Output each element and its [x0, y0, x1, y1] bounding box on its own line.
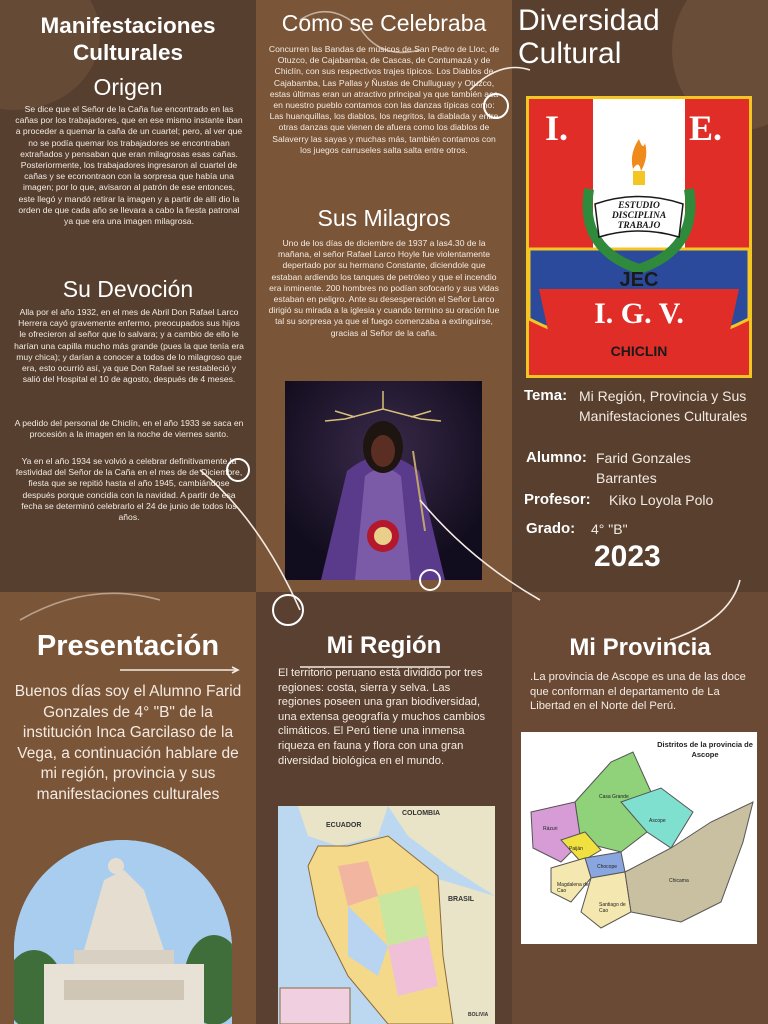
- grado-value: 4° "B": [591, 521, 628, 537]
- district-casa-grande: Casa Grande: [599, 794, 629, 800]
- tema-value: Mi Región, Provincia y Sus Manifestaciones Culturales: [579, 388, 748, 424]
- emblem-motto: ESTUDIO DISCIPLINA TRABAJO: [611, 201, 667, 231]
- school-emblem: [526, 96, 752, 378]
- text-devocion-3: Ya en el año 1934 se volvió a celebrar definitivamente la festividad del Señor de la Caña en el mes de de Diciembre, fiesta que se repitió hasta el año 1945, cambiándose después porque concidia con la navidad. A partir de esa fecha se determinó celebrarlo el 24 de junio de todos los años.: [15, 456, 243, 523]
- emblem-letter-left: I.: [545, 108, 569, 148]
- district-chocope: Chocope: [597, 864, 618, 870]
- text-celebra: Concurren las Bandas de músicos de San Pedro de Lloc, de Otuzco, de Cajabamba, de Cascas, de Contumazá y de Chiclín, con sus respectivos trajes típicos. Los Diablos de Cajabamba, Las Pallas y Ñustas de Chulluguay y Otuzco, estas últimas eran un atractivo principal ya que también aca en nuestro pueblo contamos con las danzas típicas como: Las huanquillas, los diablos, los negritos, la diablada y entre otras danzas que vienen de afuera como los diablos de Salaverry las sayas y muchas más, también contamos con los juegos carruseles salta salta entre otros.: [268, 44, 500, 155]
- text-presentacion: Buenos días soy el Alumno Farid Gonzales de 4° "B" de la institución Inca Garcilaso de la Vega, a continuación hablare de mi región, provincia y sus manifestaciones culturales: [14, 683, 242, 803]
- title-line-1: Diversidad: [518, 4, 660, 37]
- map-label-bolivia: BOLIVIA: [468, 1012, 489, 1018]
- emblem-letter-right: E.: [689, 108, 723, 148]
- emblem-place: CHICLIN: [610, 343, 668, 359]
- map-label-brasil: BRASIL: [448, 896, 475, 903]
- text-origen: Se dice que el Señor de la Caña fue encontrado en las cañas por los trabajadores, que en ese mismo instante iban a proceder a quemar la caña de un cuartel; pero, al ver que no se podía quemar los trabajadores se encontraban extrañados y pensaban que eran milagrosas esas cañas. Posteriormente, los trabajadores ingresaron al cuartel de cañas y se econontraon con la sorpresa que había una imagen; por lo que, avisaron al patrón de ese entonces, este llegó y mandó retirar la imagen y a partir de allí dio la orden de que cada año se llevara a cabo la fiesta patronal ya que era una imagen milagrosa.: [15, 104, 243, 227]
- ascope-map-title: Distritos de la provincia de Ascope: [657, 740, 753, 759]
- text-devocion-1: Alla por el año 1932, en el mes de Abril Don Rafael Larco Herrera cayó gravemente enfermo, preocupados sus hijos le ofrecieron al señor que lo salvara; y a cambio de ello le harían una capilla mucho más grande (pues la que tenía era muy chica); y darían a conocer a todos de lo milagroso que era, esto ocurrió así, ya que Don Rafael se restableció y salió del Hospital el 10 de agosto, después de 4 meses.: [14, 307, 244, 385]
- profesor-value: Kiko Loyola Polo: [609, 492, 714, 508]
- district-santiago-de-cao: Santiago de Cao: [599, 902, 626, 914]
- heading-origen: Origen: [93, 74, 163, 100]
- senor-de-la-cana-image: [285, 381, 482, 580]
- alumno-value: Farid Gonzales Barrantes: [596, 450, 691, 486]
- heading-mi-provincia: Mi Provincia: [569, 634, 711, 661]
- text-devocion-2: A pedido del personal de Chiclín, en el año 1933 se saca en procesión a la imagen en la noche de viernes santo.: [14, 418, 244, 440]
- district-paijan: Paiján: [569, 846, 583, 852]
- panel-mi-provincia: [512, 592, 768, 1024]
- grado-label: Grado:: [526, 520, 576, 537]
- panel-mi-region: [256, 592, 512, 1024]
- title-diversidad: [518, 4, 660, 70]
- map-label-colombia: COLOMBIA: [402, 810, 441, 817]
- district-chicama: Chicama: [669, 878, 689, 884]
- map-label-ecuador: ECUADOR: [326, 822, 362, 829]
- district-razuri: Rázuri: [543, 826, 558, 832]
- heading-celebra: Como se Celebraba: [281, 10, 487, 36]
- district-magdalena-de-cao: Magdalena de Cao: [557, 882, 589, 894]
- tema-label: Tema:: [524, 387, 568, 404]
- district-ascope: Ascope: [649, 818, 666, 824]
- heading-mi-region: Mi Región: [326, 632, 442, 659]
- peru-map-illustration: [278, 806, 495, 1024]
- emblem-jec: JEC: [619, 269, 659, 291]
- monument-photo: [14, 840, 232, 1024]
- monument-illustration: [14, 840, 232, 1024]
- panel-portada: [512, 0, 768, 592]
- statue-illustration: [285, 381, 482, 580]
- heading-presentacion: Presentación: [36, 630, 220, 662]
- title-manifestaciones: Manifestaciones Culturales: [40, 13, 216, 65]
- text-mi-provincia: .La provincia de Ascope es una de las doce que conforman el departamento de La Libertad en el Norte del Perú.: [530, 671, 746, 713]
- text-milagros: Uno de los días de diciembre de 1937 a las4.30 de la mañana, el señor Rafael Larco Hoyle fue violentamente depertado por su hermano Constante, diciendole que estaban ardiendo los tanques de petróleo y que el incendio era inminente. 200 hombres no podían sofocarlo y sus vidas estaban en peligro. Ante su desesperación el Señor Larco dirigió su mirada a la iglesia y cuando termino su oración fue tal su sorpresa ya que el fuego comenzaba a extinguirse, gracias al Señor de la caña.: [268, 238, 500, 338]
- peru-map: [278, 806, 495, 1024]
- ascope-map: [521, 732, 757, 944]
- emblem-igv: I. G. V.: [594, 297, 684, 330]
- panel-presentacion: [0, 592, 256, 1024]
- profesor-label: Profesor:: [524, 491, 591, 508]
- title-line-2: Cultural: [518, 37, 622, 70]
- text-mi-region: El territorio peruano está dividido por tres regiones: costa, sierra y selva. Las regiones poseen una gran biodiversidad, una extensa geografía y muchos cambios climáticos. El Perú tiene una inmensa riqueza en fauna y flora con una gran diversidad biológica en el mundo.: [278, 667, 486, 767]
- panel-celebracion: [256, 0, 512, 592]
- heading-milagros: Sus Milagros: [317, 205, 451, 231]
- ascope-map-illustration: [521, 732, 757, 944]
- year: 2023: [594, 540, 661, 573]
- heading-devocion: Su Devoción: [62, 276, 194, 302]
- panel-manifestaciones: [0, 0, 256, 592]
- alumno-label: Alumno:: [526, 449, 587, 466]
